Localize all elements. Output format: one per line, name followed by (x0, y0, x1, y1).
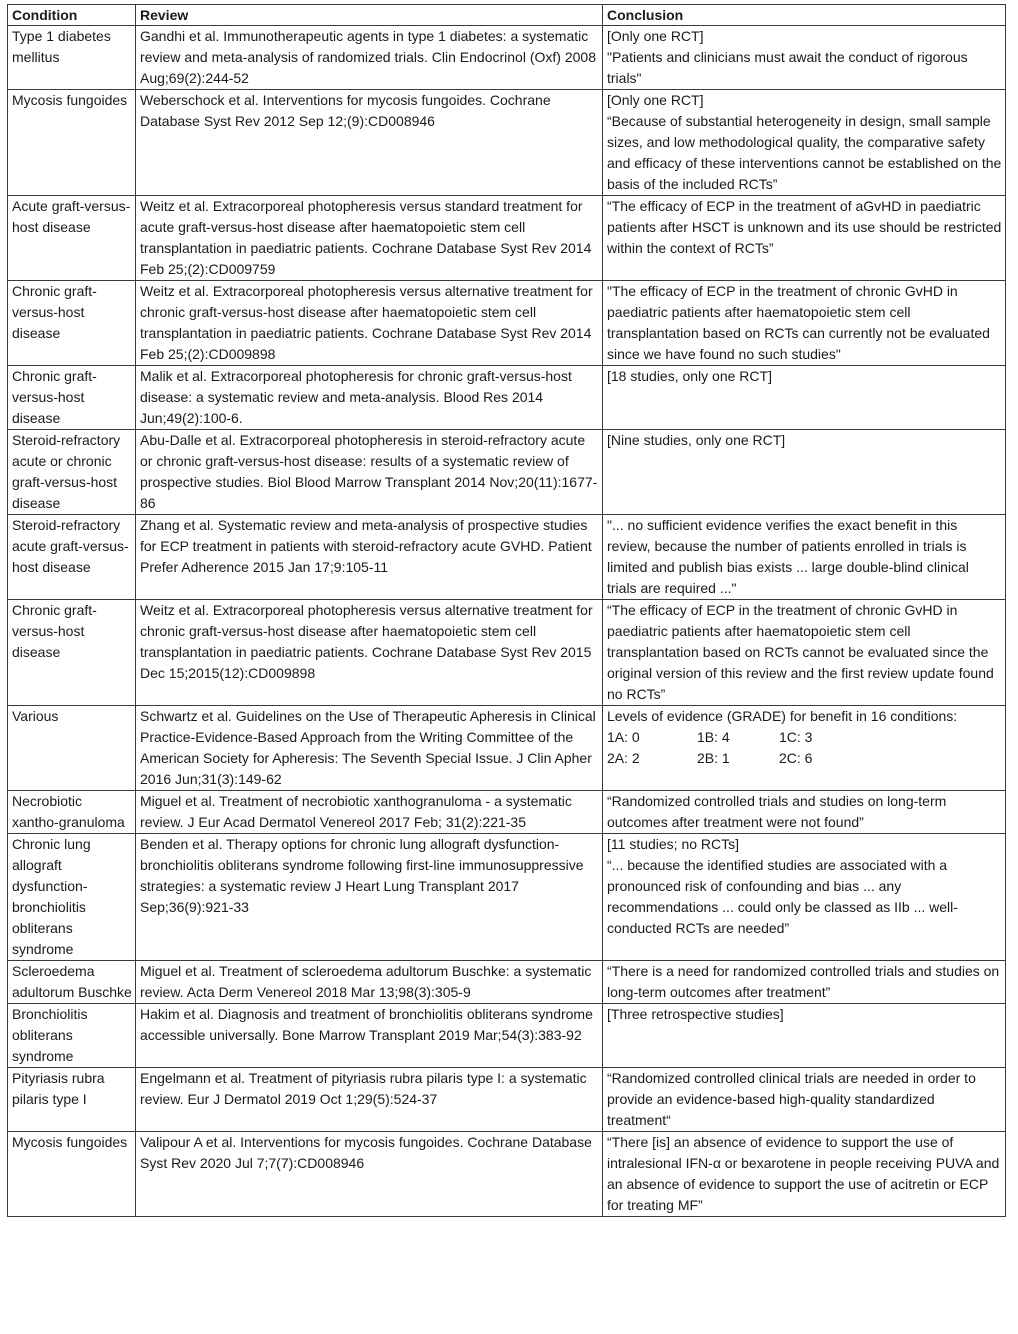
table-row (8, 1132, 1006, 1217)
header-condition: Condition (8, 5, 136, 26)
conclusion-line: “... because the identified studies are associated with a pronounced risk of confounding and bias ... any recommendations ... could only be classed as IIb ... well-conducted RCTs are needed” (607, 857, 958, 936)
table-row (8, 26, 1006, 90)
conclusion-line: [11 studies; no RCTs] (607, 836, 740, 852)
conclusion-line: "Patients and clinicians must await the conduct of rigorous trials" (607, 49, 972, 86)
condition-cell: Various (8, 706, 136, 791)
conclusion-line: "The efficacy of ECP in the treatment of chronic GvHD in paediatric patients after haematopoietic stem cell transplantation based on RCTs can currently not be evaluated since we have found no such studies" (607, 283, 994, 362)
review-cell: Engelmann et al. Treatment of pityriasis rubra pilaris type I: a systematic review. Eur J Dermatol 2019 Oct 1;29(5):524-37 (136, 1068, 603, 1132)
conclusion-cell (603, 961, 1006, 1004)
review-cell: Hakim et al. Diagnosis and treatment of bronchiolitis obliterans syndrome accessible universally. Bone Marrow Transplant 2019 Mar;54(3):383-92 (136, 1004, 603, 1068)
evidence-table (7, 4, 1006, 1217)
table-row (8, 1068, 1006, 1132)
review-cell: Zhang et al. Systematic review and meta-analysis of prospective studies for ECP treatment in patients with steroid-refractory acute GVHD. Patient Prefer Adherence 2015 Jan 17;9:105-11 (136, 515, 603, 600)
review-cell: Miguel et al. Treatment of scleroedema adultorum Buschke: a systematic review. Acta Derm Venereol 2018 Mar 13;98(3):305-9 (136, 961, 603, 1004)
conclusion-cell (603, 366, 1006, 430)
conclusion-line: “The efficacy of ECP in the treatment of chronic GvHD in paediatric patients after haematopoietic stem cell transplantation based on RCTs cannot be evaluated since the original version of this review and the first review update found no RCTs” (607, 602, 998, 702)
table-row (8, 366, 1006, 430)
condition-cell: Chronic lung allograft dysfunction-bronchiolitis obliterans syndrome (8, 834, 136, 961)
condition-cell: Pityriasis rubra pilaris type I (8, 1068, 136, 1132)
conclusion-cell (603, 430, 1006, 515)
table-row (8, 834, 1006, 961)
conclusion-line: [Only one RCT] (607, 92, 704, 108)
conclusion-cell (603, 1132, 1006, 1217)
table-row (8, 706, 1006, 791)
header-row (8, 5, 1006, 26)
conclusion-line: “There [is] an absence of evidence to support the use of intralesional IFN-α or bexarotene in people receiving PUVA and an absence of evidence to support the use of acitretin or ECP for treating MF” (607, 1134, 1004, 1213)
conclusion-line: [Three retrospective studies] (607, 1006, 784, 1022)
review-cell: Malik et al. Extracorporeal photopheresis for chronic graft-versus-host disease: a systematic review and meta-analysis. Blood Res 2014 Jun;49(2):100-6. (136, 366, 603, 430)
review-cell: Weitz et al. Extracorporeal photopheresis versus alternative treatment for chronic graft-versus-host disease after haematopoietic stem cell transplantation in paediatric patients. Cochrane Database Syst Rev 2015 Dec 15;2015(12):CD009898 (136, 600, 603, 706)
review-cell: Valipour A et al. Interventions for mycosis fungoides. Cochrane Database Syst Rev 2020 Jul 7;7(7):CD008946 (136, 1132, 603, 1217)
conclusion-cell (603, 834, 1006, 961)
conclusion-cell (603, 1068, 1006, 1132)
review-cell: Weitz et al. Extracorporeal photopheresis versus alternative treatment for chronic graft-versus-host disease after haematopoietic stem cell transplantation in paediatric patients. Cochrane Database Syst Rev 2014 Feb 25;(2):CD009898 (136, 281, 603, 366)
table-row (8, 281, 1006, 366)
conclusion-cell (603, 196, 1006, 281)
table-row (8, 1004, 1006, 1068)
conclusion-cell (603, 90, 1006, 196)
table-row (8, 196, 1006, 281)
review-cell: Weberschock et al. Interventions for mycosis fungoides. Cochrane Database Syst Rev 2012 Sep 12;(9):CD008946 (136, 90, 603, 196)
conclusion-line: “There is a need for randomized controlled trials and studies on long-term outcomes after treatment” (607, 963, 1004, 1000)
condition-cell: Bronchiolitis obliterans syndrome (8, 1004, 136, 1068)
condition-cell: Acute graft-versus-host disease (8, 196, 136, 281)
conclusion-cell (603, 791, 1006, 834)
grade-level: 1C: 3 (779, 729, 813, 745)
table-row (8, 600, 1006, 706)
grade-level: 2A: 2 (607, 750, 640, 766)
conclusion-line: Levels of evidence (GRADE) for benefit in 16 conditions: (607, 708, 958, 724)
conclusion-cell (603, 1004, 1006, 1068)
condition-cell: Steroid-refractory acute or chronic graft-versus-host disease (8, 430, 136, 515)
review-cell: Benden et al. Therapy options for chronic lung allograft dysfunction-bronchiolitis obliterans syndrome following first-line immunosuppressive strategies: a systematic review J Heart Lung Transplant 2017 Sep;36(9):921-33 (136, 834, 603, 961)
condition-cell: Necrobiotic xantho-granuloma (8, 791, 136, 834)
table-row (8, 515, 1006, 600)
condition-cell: Mycosis fungoides (8, 1132, 136, 1217)
header-conclusion: Conclusion (603, 5, 1006, 26)
condition-cell: Scleroedema adultorum Buschke (8, 961, 136, 1004)
condition-cell: Mycosis fungoides (8, 90, 136, 196)
header-review: Review (136, 5, 603, 26)
review-cell: Abu-Dalle et al. Extracorporeal photopheresis in steroid-refractory acute or chronic graft-versus-host disease: results of a systematic review of prospective studies. Biol Blood Marrow Transplant 2014 Nov;20(11):1677-86 (136, 430, 603, 515)
review-cell: Gandhi et al. Immunotherapeutic agents in type 1 diabetes: a systematic review and meta-analysis of randomized trials. Clin Endocrinol (Oxf) 2008 Aug;69(2):244-52 (136, 26, 603, 90)
conclusion-line: [Nine studies, only one RCT] (607, 432, 786, 448)
conclusion-cell (603, 281, 1006, 366)
grade-level: 2B: 1 (697, 750, 730, 766)
review-cell: Miguel et al. Treatment of necrobiotic xanthogranuloma - a systematic review. J Eur Acad Dermatol Venereol 2017 Feb; 31(2):221-35 (136, 791, 603, 834)
conclusion-line: "... no sufficient evidence verifies the exact benefit in this review, because the number of patients enrolled in trials is limited and publish bias exists ... large double-blind clinical trials are required ..." (607, 517, 973, 596)
review-cell: Weitz et al. Extracorporeal photopheresis versus standard treatment for acute graft-versus-host disease after haematopoietic stem cell transplantation in paediatric patients. Cochrane Database Syst Rev 2014 Feb 25;(2):CD009759 (136, 196, 603, 281)
conclusion-cell (603, 706, 1006, 791)
condition-cell: Steroid-refractory acute graft-versus-host disease (8, 515, 136, 600)
conclusion-cell (603, 26, 1006, 90)
condition-cell: Type 1 diabetes mellitus (8, 26, 136, 90)
grade-level: 1B: 4 (697, 729, 730, 745)
conclusion-cell (603, 600, 1006, 706)
grade-level: 2C: 6 (779, 750, 813, 766)
conclusion-line: [Only one RCT] (607, 28, 704, 44)
table-row (8, 90, 1006, 196)
table-row (8, 430, 1006, 515)
conclusion-line: “Randomized controlled clinical trials are needed in order to provide an evidence-based high-quality standardized treatment“ (607, 1070, 980, 1128)
grade-level: 1A: 0 (607, 729, 640, 745)
grade-row (607, 748, 1002, 769)
review-cell: Schwartz et al. Guidelines on the Use of Therapeutic Apheresis in Clinical Practice-Evidence-Based Approach from the Writing Committee of the American Society for Apheresis: The Seventh Special Issue. J Clin Apher 2016 Jun;31(3):149-62 (136, 706, 603, 791)
condition-cell: Chronic graft-versus-host disease (8, 281, 136, 366)
conclusion-cell (603, 515, 1006, 600)
condition-cell: Chronic graft-versus-host disease (8, 600, 136, 706)
condition-cell: Chronic graft-versus-host disease (8, 366, 136, 430)
conclusion-line: “Randomized controlled trials and studies on long-term outcomes after treatment were not found” (607, 793, 951, 830)
conclusion-line: [18 studies, only one RCT] (607, 368, 772, 384)
table-row (8, 791, 1006, 834)
conclusion-line: “The efficacy of ECP in the treatment of aGvHD in paediatric patients after HSCT is unknown and its use should be restricted within the context of RCTs” (607, 198, 1006, 256)
grade-row (607, 727, 1002, 748)
table-row (8, 961, 1006, 1004)
conclusion-line: “Because of substantial heterogeneity in design, small sample sizes, and low methodological quality, the comparative safety and efficacy of these interventions cannot be established on the basis of the included RCTs” (607, 113, 1006, 192)
